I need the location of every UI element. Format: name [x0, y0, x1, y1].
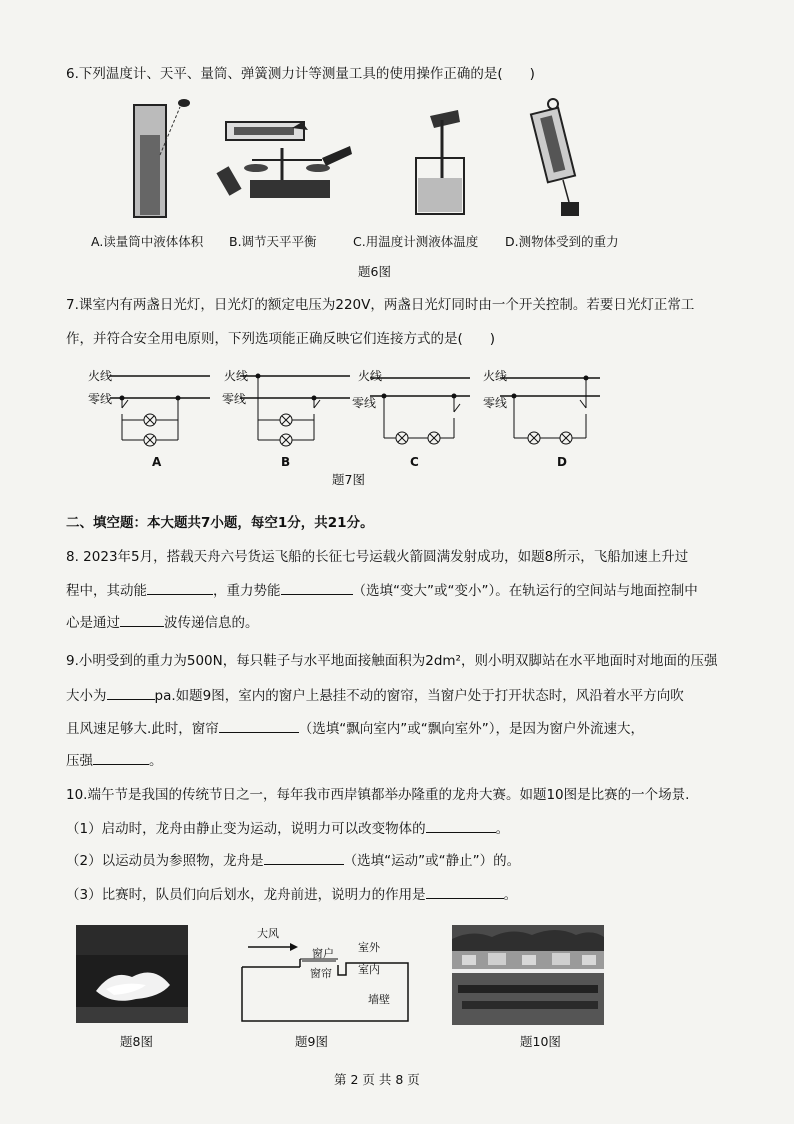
fig8-caption: 题8图 [120, 1034, 153, 1049]
q7a-live-label: 火线 [88, 369, 113, 383]
q8-line1: 8. 2023年5月，搭载天舟六号货运飞船的长征七号运载火箭圆满发射成功，如题8所示，飞船加速上升过 [66, 549, 689, 565]
fig10-dragon-boat-photo [452, 925, 604, 1025]
q7-circuit-a [100, 372, 220, 462]
q9-line3: 且风速足够大.此时，窗帘 （选填“飘向室内”或“飘向室外”），是因为窗户外流速大， [66, 718, 644, 738]
q7c-live-label: 火线 [358, 369, 383, 383]
fig10-caption: 题10图 [520, 1034, 561, 1049]
q7-label-d: D [557, 455, 567, 469]
q7b-neutral-label: 零线 [222, 392, 247, 406]
q10-sub2: （2）以运动员为参照物，龙舟是 （选填“运动”或“静止”）的。 [66, 850, 520, 870]
q10-line1: 10.端午节是我国的传统节日之一，每年我市西岸镇都举办隆重的龙舟大赛。如题10图是比赛的一个场景. [66, 787, 690, 803]
q6-stem: 6.下列温度计、天平、量筒、弹簧测力计等测量工具的使用操作正确的是( ) [66, 66, 535, 82]
q8-line3: 心是通过 波传递信息的。 [66, 612, 259, 632]
q10-sub1: （1）启动时，龙舟由静止变为运动，说明力可以改变物体的 。 [66, 818, 509, 838]
q7c-neutral-label: 零线 [352, 396, 377, 410]
q6-option-c: C.用温度计测液体温度 [353, 234, 479, 249]
q8-line2: 程中，其动能 ，重力势能 （选填“变大”或“变小”）。在轨运行的空间站与地面控制中 [66, 580, 698, 600]
q9-line1: 9.小明受到的重力为500N，每只鞋子与水平地面接触面积为2dm²，则小明双脚站在水平地面时对地面的压强 [66, 653, 718, 669]
q7b-live-label: 火线 [224, 369, 249, 383]
q6-figure-d-spring-scale [525, 98, 585, 223]
q7d-neutral-label: 零线 [483, 396, 508, 410]
fig9-inside-label: 室内 [358, 963, 380, 976]
q7a-neutral-label: 零线 [88, 392, 113, 406]
section-2-heading: 二、填空题：本大题共7小题，每空1分，共21分。 [66, 515, 374, 531]
q10-sub3: （3）比赛时，队员们向后划水，龙舟前进，说明力的作用是 。 [66, 884, 517, 904]
q6-figure-a-measuring-cylinder [120, 95, 200, 225]
fig8-rocket-launch-photo [76, 925, 188, 1023]
q6-option-d: D.测物体受到的重力 [505, 234, 619, 249]
q7-label-c: C [410, 455, 419, 469]
q6-figure-c-thermometer [408, 108, 478, 218]
page-footer: 第 2 页 共 8 页 [334, 1072, 420, 1087]
fig9-window-label: 窗户 [312, 947, 334, 960]
q6-caption: 题6图 [358, 264, 391, 279]
q7-circuit-d [500, 372, 610, 452]
q7d-live-label: 火线 [483, 369, 508, 383]
fig9-wall-label: 墙壁 [368, 993, 390, 1006]
q9-line4: 压强 。 [66, 750, 163, 770]
fig9-curtain-label: 窗帘 [310, 967, 332, 980]
q7-circuit-c [370, 372, 480, 452]
q9-line2: 大小为 pa.如题9图，室内的窗户上悬挂不动的窗帘，当窗户处于打开状态时，风沿着水平方向吹 [66, 685, 684, 705]
q7-caption: 题7图 [332, 472, 365, 487]
q7-circuit-b [240, 372, 360, 462]
q7-line2: 作，并符合安全用电原则，下列选项能正确反映它们连接方式的是( ) [66, 331, 496, 347]
q7-label-a: A [152, 455, 162, 469]
fig9-caption: 题9图 [295, 1034, 328, 1049]
q7-line1: 7.课室内有两盏日光灯，日光灯的额定电压为220V，两盏日光灯同时由一个开关控制。若要日光灯正常工 [66, 297, 695, 313]
fig9-wind-label: 大风 [257, 927, 279, 940]
q7-label-b: B [281, 455, 291, 469]
q6-option-a: A.读量筒中液体体积 [91, 234, 204, 249]
q6-figure-b-balance [222, 118, 352, 208]
fig9-outside-label: 室外 [358, 941, 380, 954]
q6-option-b: B.调节天平平衡 [229, 234, 317, 249]
